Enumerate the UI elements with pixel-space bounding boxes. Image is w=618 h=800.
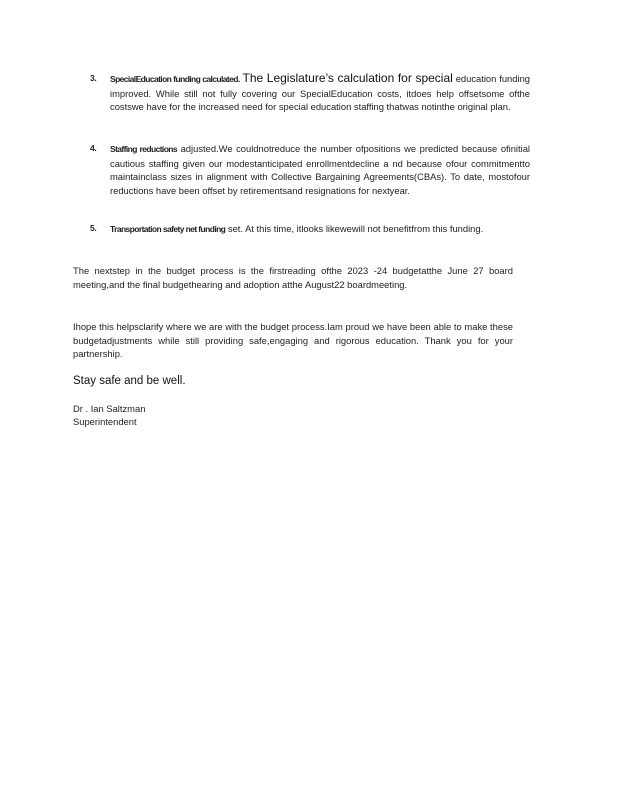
list-item-body xyxy=(110,72,530,114)
list-item-text: set. At this time, itlooks likewewill not benefitfrom this funding. xyxy=(227,223,484,234)
list-item-special-education xyxy=(90,72,530,114)
paragraph-closing-thanks: Ihope this helpsclarify where we are with the budget process.Iam proud we have been able to make these budgetadjustments while still providing safe,engaging and rigorous education. Thank you for your partnership. xyxy=(73,321,513,359)
list-item-text: adjusted.We couldnotreduce the number ofpositions we predicted because ofinitial cautious staffing given our modestanticipated enrollmentdecline a nd because ofour commitmentto maintainclass sizes in alignment with Collective Bargaining Agreements(CBAs). To date, mostofour reductions have been offset by retirementsand resignations for nextyear. xyxy=(110,143,531,196)
list-number: 5. xyxy=(90,223,97,233)
list-item-lead: Staffing reductions xyxy=(110,144,178,154)
list-item-lead: Transportation safety net funding xyxy=(110,224,226,234)
list-item-text: education funding improved. While still not fully covering our SpecialEducation costs, itdoes help offsetsome ofthe costswe have for the increased need for special education staffing thatwas notinthe original plan. xyxy=(110,73,530,112)
list-item-transportation xyxy=(90,222,530,237)
signature-block xyxy=(73,403,145,428)
list-item-highlight: The Legislature’s calculation for special xyxy=(242,71,453,85)
signature-name: Dr . Ian Saltzman xyxy=(73,403,146,414)
list-item-body xyxy=(110,142,530,197)
list-item-body xyxy=(110,222,530,237)
list-number: 4. xyxy=(90,143,97,153)
list-item-lead: SpecialEducation funding calculated. xyxy=(110,74,240,84)
list-item-staffing-reductions xyxy=(90,142,530,197)
paragraph-next-step: The nextstep in the budget process is the firstreading ofthe 2023 -24 budgetatthe June 27 board meeting,and the final budgethearing and adoption atthe August22 boardmeeting. xyxy=(73,265,513,290)
list-number: 3. xyxy=(90,73,97,83)
signature-title: Superintendent xyxy=(73,415,137,427)
closing-line: Stay safe and be well. xyxy=(73,375,186,387)
